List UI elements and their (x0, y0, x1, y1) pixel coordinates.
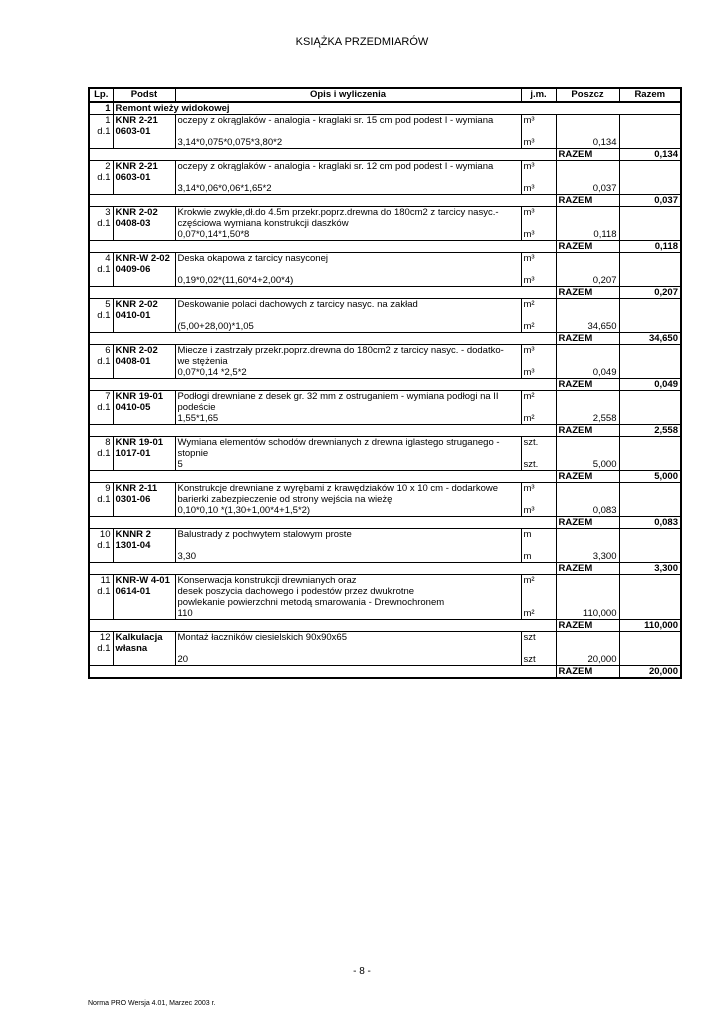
description-line: (5,00+28,00)*1,05 (177, 321, 254, 332)
item-basis (113, 207, 175, 241)
item-basis (113, 115, 175, 149)
item-description (175, 207, 521, 241)
razem-value: 0,083 (619, 517, 681, 529)
description-line (178, 310, 519, 321)
unit-line (524, 172, 554, 183)
basis-line: KNR 2-02 (115, 299, 158, 310)
item-poszcz (556, 437, 619, 471)
unit-line (524, 356, 554, 367)
razem-label: RAZEM (556, 333, 619, 345)
description-line: Krokwie zwykłe,dł.do 4.5m przekr.poprz.drewna do 180cm2 z tarcicy nasyc.- (177, 207, 499, 218)
razem-label: RAZEM (556, 425, 619, 437)
item-unit (521, 632, 556, 666)
item-razem-empty (619, 115, 681, 149)
razem-label: RAZEM (556, 287, 619, 299)
item-number (89, 483, 113, 517)
item-razem-empty (619, 161, 681, 195)
item-number (89, 391, 113, 425)
unit-line (524, 494, 554, 505)
item-poszcz (556, 632, 619, 666)
description-line: barierki zabezpieczenie od strony wejścia na wieżę (177, 494, 393, 505)
item-lp-ref: d.1 (97, 494, 111, 505)
razem-spacer (89, 379, 556, 391)
description-line: desek poszycia dachowego i podestów przez dwukrotne (177, 586, 415, 597)
item-unit (521, 575, 556, 620)
item-lp-ref: d.1 (97, 586, 111, 597)
razem-value: 0,118 (619, 241, 681, 253)
razem-spacer (89, 620, 556, 632)
column-header-opis: Opis i wyliczenia (175, 88, 521, 102)
poszcz-value: 0,118 (593, 229, 617, 240)
poszcz-value: 0,049 (592, 367, 617, 378)
basis-line: 0408-01 (115, 356, 151, 367)
description-line: Miecze i zastrzały przekr.poprz.drewna do 180cm2 z tarcicy nasyc. - dodatko- (177, 345, 504, 356)
description-line: Konstrukcje drewniane z wyrębami z krawędziaków 10 x 10 cm - dodarkowe (177, 483, 498, 494)
item-lp: 11 (100, 575, 111, 586)
description-line: częściowa wymiana konstrukcji daszków (177, 218, 349, 229)
basis-line: 1301-04 (115, 540, 151, 551)
item-lp-ref: d.1 (97, 402, 111, 413)
description-line: 0,07*0,14*1,50*8 (177, 229, 250, 240)
poszcz-value: 3,300 (592, 551, 617, 562)
item-lp: 12 (99, 632, 111, 643)
description-line: Podłogi drewniane z desek gr. 32 mm z ostruganiem - wymiana podłogi na II (177, 391, 499, 402)
unit-line (524, 310, 554, 321)
item-lp: 8 (105, 437, 111, 448)
item-poszcz (556, 115, 619, 149)
unit-line (524, 218, 554, 229)
item-basis (113, 391, 175, 425)
basis-line: KNR 2-02 (115, 207, 158, 218)
item-basis (113, 529, 175, 563)
item-razem-empty (619, 575, 681, 620)
razem-label: RAZEM (556, 666, 619, 679)
unit-line: m³ (523, 367, 535, 378)
unit-line: szt. (523, 437, 539, 448)
basis-line: 0301-06 (115, 494, 151, 505)
item-lp-ref: d.1 (97, 172, 111, 183)
unit-line (524, 264, 554, 275)
unit-line: m³ (523, 275, 535, 286)
item-description (175, 161, 521, 195)
item-poszcz (556, 345, 619, 379)
item-unit (521, 391, 556, 425)
item-poszcz (556, 391, 619, 425)
razem-label: RAZEM (556, 195, 619, 207)
description-line: Deskowanie polaci dachowych z tarcicy nasyc. na zakład (177, 299, 418, 310)
table-row (89, 391, 681, 425)
item-razem-empty (619, 483, 681, 517)
page-number: - 8 - (353, 966, 371, 977)
basis-line: KNR-W 2-02 (115, 253, 170, 264)
unit-line (524, 126, 554, 137)
column-header-poszcz: Poszcz (556, 88, 619, 102)
description-line: 0,10*0,10 *(1,30+1,00*4+1,5*2) (177, 505, 311, 516)
item-description (175, 483, 521, 517)
basis-line: Kalkulacja (115, 632, 163, 643)
item-poszcz (556, 483, 619, 517)
razem-spacer (89, 241, 556, 253)
table-row (89, 529, 681, 563)
unit-line: m (523, 551, 532, 562)
item-unit (521, 115, 556, 149)
unit-line (524, 448, 554, 459)
item-razem-empty (619, 207, 681, 241)
item-description (175, 299, 521, 333)
basis-line: KNNR 2 (115, 529, 151, 540)
razem-label: RAZEM (556, 471, 619, 483)
description-line: we stężenia (177, 356, 228, 367)
item-basis (113, 575, 175, 620)
item-poszcz (556, 207, 619, 241)
unit-line: szt (523, 654, 536, 665)
item-number (89, 207, 113, 241)
unit-line: m³ (523, 229, 535, 240)
item-description (175, 253, 521, 287)
razem-label: RAZEM (556, 241, 619, 253)
item-description (175, 437, 521, 471)
razem-row (89, 149, 681, 161)
poszcz-value: 0,134 (592, 137, 617, 148)
razem-value: 0,134 (619, 149, 681, 161)
page-title: KSIĄŻKA PRZEDMIARÓW (295, 36, 429, 48)
razem-value: 34,650 (619, 333, 681, 345)
item-poszcz (556, 299, 619, 333)
razem-spacer (89, 195, 556, 207)
bill-of-quantities-table (88, 87, 682, 679)
table-row (89, 483, 681, 517)
razem-value: 2,558 (619, 425, 681, 437)
item-lp-ref: d.1 (97, 448, 111, 459)
unit-line: m³ (523, 253, 535, 264)
item-razem-empty (619, 299, 681, 333)
razem-value: 20,000 (619, 666, 681, 679)
razem-row (89, 425, 681, 437)
basis-line: własna (115, 643, 148, 654)
basis-line: KNR-W 4-01 (115, 575, 170, 586)
column-header-lp: Lp. (89, 88, 113, 102)
razem-spacer (89, 149, 556, 161)
description-line (178, 126, 519, 137)
item-number (89, 575, 113, 620)
description-line: Konserwacja konstrukcji drewnianych oraz (177, 575, 357, 586)
razem-label: RAZEM (556, 517, 619, 529)
razem-spacer (89, 425, 556, 437)
table-row (89, 253, 681, 287)
description-line: oczepy z okrąglaków - analogia - kraglaki sr. 15 cm pod podest I - wymiana (177, 115, 494, 126)
unit-line: m³ (523, 137, 535, 148)
description-line: Wymiana elementów schodów drewnianych z drewna iglastego struganego - (177, 437, 500, 448)
column-header-jm: j.m. (521, 88, 556, 102)
item-basis (113, 437, 175, 471)
item-lp: 10 (99, 529, 111, 540)
razem-value: 5,000 (619, 471, 681, 483)
item-unit (521, 345, 556, 379)
table-row (89, 299, 681, 333)
unit-line (524, 540, 554, 551)
poszcz-value: 20,000 (587, 654, 617, 665)
basis-line: KNR 19-01 (115, 391, 164, 402)
unit-line: m² (523, 391, 535, 402)
razem-spacer (89, 287, 556, 299)
unit-line: m² (523, 608, 535, 619)
item-razem-empty (619, 437, 681, 471)
section-row (89, 102, 681, 115)
item-number (89, 437, 113, 471)
razem-row (89, 241, 681, 253)
unit-line: m³ (523, 345, 535, 356)
description-line: 3,14*0,06*0,06*1,65*2 (177, 183, 272, 194)
description-line: 110 (177, 608, 193, 619)
table-row (89, 207, 681, 241)
item-lp-ref: d.1 (97, 310, 111, 321)
item-lp-ref: d.1 (97, 126, 111, 137)
item-description (175, 529, 521, 563)
table-row (89, 632, 681, 666)
item-lp: 7 (105, 391, 111, 402)
item-lp: 1 (105, 115, 111, 126)
basis-line: KNR 2-21 (115, 161, 158, 172)
description-line (178, 540, 519, 551)
basis-line: KNR 19-01 (115, 437, 164, 448)
poszcz-value: 0,207 (592, 275, 617, 286)
item-basis (113, 299, 175, 333)
item-description (175, 391, 521, 425)
basis-line: 0603-01 (115, 126, 151, 137)
item-lp-ref: d.1 (97, 218, 111, 229)
poszcz-value: 5,000 (592, 459, 617, 470)
razem-row (89, 666, 681, 679)
razem-label: RAZEM (556, 563, 619, 575)
razem-row (89, 471, 681, 483)
unit-line: m³ (523, 505, 535, 516)
unit-line: m³ (523, 115, 535, 126)
unit-line: m² (523, 321, 535, 332)
unit-line: m² (523, 413, 535, 424)
item-description (175, 632, 521, 666)
item-lp-ref: d.1 (97, 356, 111, 367)
item-lp: 3 (105, 207, 111, 218)
unit-line: m³ (523, 161, 535, 172)
basis-line: 0603-01 (115, 172, 151, 183)
razem-value: 110,000 (619, 620, 681, 632)
item-basis (113, 483, 175, 517)
description-line: Montaż łaczników ciesielskich 90x90x65 (177, 632, 347, 643)
basis-line: KNR 2-02 (115, 345, 158, 356)
razem-row (89, 563, 681, 575)
item-razem-empty (619, 391, 681, 425)
razem-row (89, 517, 681, 529)
description-line: powlekanie powierzchni metodą smarowania - Drewnochronem (177, 597, 445, 608)
razem-value: 0,037 (619, 195, 681, 207)
razem-value: 0,049 (619, 379, 681, 391)
unit-line: m³ (523, 207, 535, 218)
unit-line: szt (523, 632, 536, 643)
poszcz-value: 2,558 (592, 413, 617, 424)
table-row (89, 575, 681, 620)
item-number (89, 115, 113, 149)
table-row (89, 437, 681, 471)
item-unit (521, 529, 556, 563)
item-poszcz (556, 529, 619, 563)
section-number: 1 (89, 102, 113, 115)
razem-spacer (89, 666, 556, 679)
basis-line: 0614-01 (115, 586, 151, 597)
razem-label: RAZEM (556, 149, 619, 161)
item-basis (113, 632, 175, 666)
basis-line: 0410-01 (115, 310, 151, 321)
description-line: stopnie (177, 448, 209, 459)
unit-line: szt. (523, 459, 539, 470)
razem-row (89, 620, 681, 632)
poszcz-value: 0,037 (592, 183, 617, 194)
razem-value: 0,207 (619, 287, 681, 299)
description-line: 5 (177, 459, 183, 470)
item-basis (113, 161, 175, 195)
razem-spacer (89, 517, 556, 529)
item-razem-empty (619, 529, 681, 563)
item-lp: 6 (105, 345, 111, 356)
poszcz-value: 34,650 (587, 321, 617, 332)
table-row (89, 115, 681, 149)
description-line: 0,07*0,14 *2,5*2 (177, 367, 247, 378)
description-line: 3,14*0,075*0,075*3,80*2 (177, 137, 283, 148)
unit-line: m² (523, 299, 535, 310)
item-unit (521, 253, 556, 287)
item-unit (521, 437, 556, 471)
item-basis (113, 253, 175, 287)
description-line: Balustrady z pochwytem stalowym proste (177, 529, 352, 540)
poszcz-value: 0,083 (592, 505, 617, 516)
description-line: 1,55*1,65 (177, 413, 219, 424)
item-poszcz (556, 575, 619, 620)
description-line: 0,19*0,02*(11,60*4+2,00*4) (177, 275, 294, 286)
basis-line: 0408-03 (115, 218, 151, 229)
razem-row (89, 287, 681, 299)
item-lp: 2 (105, 161, 111, 172)
item-description (175, 115, 521, 149)
item-number (89, 161, 113, 195)
software-footer: Norma PRO Wersja 4.01, Marzec 2003 r. (88, 1000, 216, 1007)
basis-line: 0410-05 (115, 402, 151, 413)
unit-line (524, 402, 554, 413)
item-poszcz (556, 253, 619, 287)
description-line (178, 643, 519, 654)
item-poszcz (556, 161, 619, 195)
column-header-podst: Podst (113, 88, 175, 102)
item-basis (113, 345, 175, 379)
unit-line: m³ (523, 483, 535, 494)
section-title: Remont wieży widokowej (113, 102, 681, 115)
item-lp: 9 (105, 483, 111, 494)
item-unit (521, 299, 556, 333)
item-description (175, 345, 521, 379)
razem-row (89, 379, 681, 391)
item-lp: 5 (105, 299, 111, 310)
razem-row (89, 333, 681, 345)
item-number (89, 632, 113, 666)
razem-label: RAZEM (556, 620, 619, 632)
item-razem-empty (619, 253, 681, 287)
item-unit (521, 161, 556, 195)
table-header-row (89, 88, 681, 102)
poszcz-value: 110,000 (582, 608, 617, 619)
description-line: 3,30 (177, 551, 196, 562)
item-lp-ref: d.1 (97, 540, 111, 551)
item-lp-ref: d.1 (97, 643, 111, 654)
description-line: oczepy z okrąglaków - analogia - kraglaki sr. 12 cm pod podest I - wymiana (177, 161, 494, 172)
unit-line: m³ (523, 183, 535, 194)
item-description (175, 575, 521, 620)
column-header-razem: Razem (619, 88, 681, 102)
razem-spacer (89, 471, 556, 483)
razem-row (89, 195, 681, 207)
unit-line (524, 597, 554, 608)
description-line: Deska okapowa z tarcicy nasyconej (177, 253, 328, 264)
description-line (178, 172, 519, 183)
razem-value: 3,300 (619, 563, 681, 575)
basis-line: 1017-01 (115, 448, 151, 459)
item-razem-empty (619, 632, 681, 666)
razem-spacer (89, 333, 556, 345)
item-number (89, 529, 113, 563)
item-razem-empty (619, 345, 681, 379)
unit-line: m² (523, 575, 535, 586)
item-unit (521, 207, 556, 241)
description-line: 20 (177, 654, 189, 665)
basis-line: KNR 2-11 (115, 483, 158, 494)
unit-line (524, 643, 554, 654)
item-number (89, 345, 113, 379)
unit-line: m (523, 529, 532, 540)
table-row (89, 345, 681, 379)
razem-label: RAZEM (556, 379, 619, 391)
description-line (178, 264, 519, 275)
item-lp-ref: d.1 (97, 264, 111, 275)
item-lp: 4 (105, 253, 111, 264)
basis-line: KNR 2-21 (115, 115, 158, 126)
unit-line (524, 586, 554, 597)
razem-spacer (89, 563, 556, 575)
table-row (89, 161, 681, 195)
item-unit (521, 483, 556, 517)
description-line: podeście (177, 402, 216, 413)
basis-line: 0409-06 (115, 264, 151, 275)
item-number (89, 253, 113, 287)
item-number (89, 299, 113, 333)
